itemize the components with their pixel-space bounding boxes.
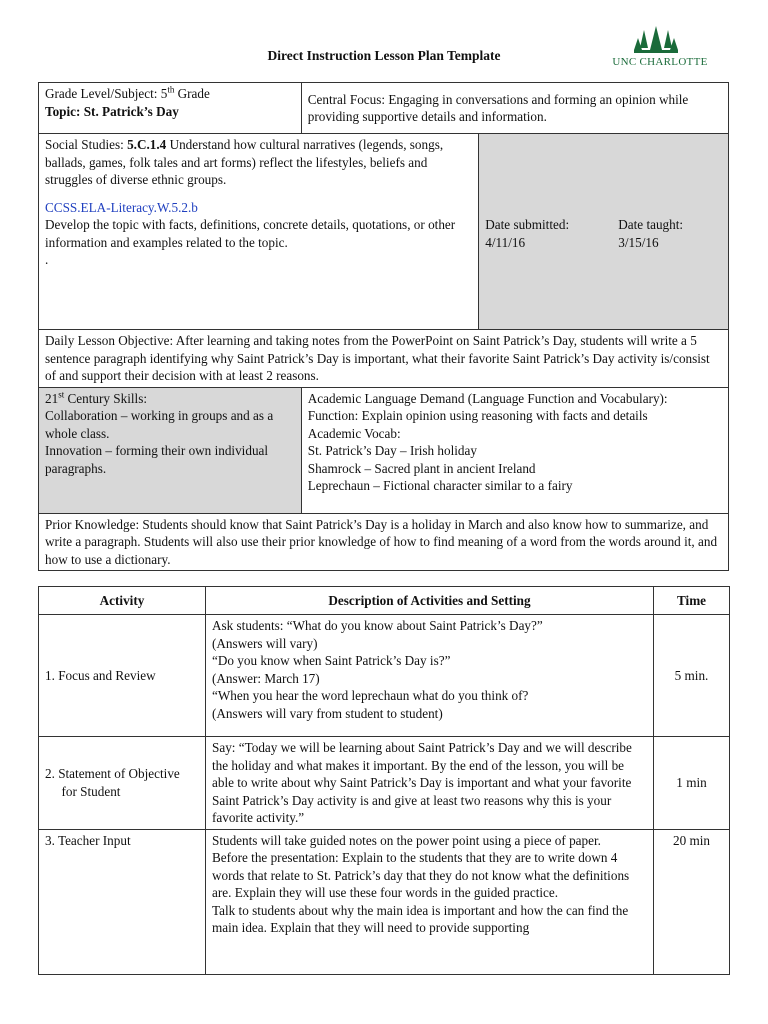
activities-table — [38, 586, 730, 975]
activity-focus-review: 1. Focus and Review — [39, 615, 206, 737]
description-line: (Answers will vary) — [212, 635, 318, 651]
grade-topic-cell — [39, 83, 302, 134]
description-line: Talk to students about why the main idea is important and how the can find the main idea. Explain that they will need to provide supporting — [212, 902, 629, 935]
standards-cell — [39, 134, 479, 330]
vocab-leprechaun: Leprechaun – Fictional character similar to a fairy — [307, 478, 573, 493]
date-submitted-label: Date submitted: — [485, 217, 570, 232]
header-activity: Activity — [39, 587, 206, 615]
date-taught-label: Date taught: — [618, 217, 684, 232]
description-line: Before the presentation: Explain to the students that they are to write down 4 words that relate to St. Patrick’s day that they do not know what the definitions are. Explain they will use these four words in the guided practice. — [212, 850, 630, 900]
description-teacher-input — [206, 829, 654, 974]
academic-language-cell — [301, 387, 728, 513]
dates-cell — [479, 134, 729, 330]
social-studies-standard: Social Studies: 5.C.1.4 Understand how cultural narratives (legends, songs, ballads, games, folk tales and art forms) reflect the lifestyles, beliefs and struggles of diverse ethnic groups. — [45, 137, 444, 187]
topic: Topic: St. Patrick’s Day — [45, 103, 179, 119]
activity-statement-objective — [39, 737, 206, 830]
ccss-text: Develop the topic with facts, definitions, concrete details, quotations, or other information and examples related to the topic. — [45, 217, 456, 250]
description-line: Ask students: “What do you know about Saint Patrick’s Day?” — [212, 618, 543, 633]
century-skills-title: 21st Century Skills: — [45, 389, 147, 406]
activity-line: for Student — [45, 783, 121, 799]
description-focus-review — [206, 615, 654, 737]
century-skills-cell — [39, 387, 302, 513]
vocab-st-patricks-day: St. Patrick’s Day – Irish holiday — [307, 443, 477, 458]
grade-level: Grade Level/Subject: 5th Grade — [45, 84, 210, 101]
header-description: Description of Activities and Setting — [206, 587, 654, 615]
academic-function: Function: Explain opinion using reasoning with facts and details — [307, 408, 648, 423]
description-line: “Do you know when Saint Patrick’s Day is?” — [212, 653, 451, 668]
lesson-plan-table — [38, 82, 729, 571]
vocab-shamrock: Shamrock – Sacred plant in ancient Ireland — [307, 460, 536, 476]
academic-vocab-title: Academic Vocab: — [307, 425, 401, 441]
ccss-dot: . — [45, 252, 49, 267]
logo-text: UNC CHARLOTTE — [612, 56, 708, 68]
prior-knowledge: Prior Knowledge: Students should know that Saint Patrick’s Day is a holiday in March and also know how to summarize, and write a paragraph. Students will also use their prior knowledge of how to find meaning of a word from the words around it, and how to use a dictionary. — [39, 513, 729, 571]
description-statement-objective: Say: “Today we will be learning about Saint Patrick’s Day and we will describe the holiday and what makes it important. By the end of the lesson, you will be able to write about why Saint Patrick’s Day is important and what your favorite Saint Patrick’s Day activity is and give at least two reasons why this is your favorite activity.” — [206, 737, 654, 830]
description-line: “When you hear the word leprechaun what do you think of? — [212, 688, 529, 703]
time-statement-objective: 1 min — [654, 737, 730, 830]
daily-objective: Daily Lesson Objective: After learning and taking notes from the PowerPoint on Saint Patrick’s Day, students will write a 5 sentence paragraph identifying why Saint Patrick’s Day is important, what their favorite Saint Patrick’s Day activity is/consist of and support their decision with at least 2 reasons. — [39, 330, 729, 388]
academic-language-title: Academic Language Demand (Language Function and Vocabulary): — [307, 390, 668, 406]
activity-teacher-input: 3. Teacher Input — [39, 829, 206, 974]
skill-innovation: Innovation – forming their own individual paragraphs. — [45, 443, 269, 476]
skill-collaboration: Collaboration – working in groups and as a whole class. — [45, 408, 274, 441]
time-teacher-input: 20 min — [654, 829, 730, 974]
central-focus: Central Focus: Engaging in conversations and forming an opinion while providing supportive details and information. — [301, 83, 728, 134]
time-focus-review: 5 min. — [654, 615, 730, 737]
description-line: (Answers will vary from student to student) — [212, 705, 443, 721]
header-time: Time — [654, 587, 730, 615]
crown-logo-icon — [604, 22, 714, 58]
ccss-link[interactable]: CCSS.ELA-Literacy.W.5.2.b — [45, 199, 198, 215]
date-submitted-value: 4/11/16 — [485, 234, 526, 250]
document-title: Direct Instruction Lesson Plan Template — [267, 48, 501, 63]
date-taught-value: 3/15/16 — [618, 234, 659, 250]
description-line: Students will take guided notes on the power point using a piece of paper. — [212, 832, 601, 848]
description-line: (Answer: March 17) — [212, 670, 320, 686]
unc-charlotte-logo — [604, 22, 714, 74]
activity-line: 2. Statement of Objective — [45, 766, 180, 782]
